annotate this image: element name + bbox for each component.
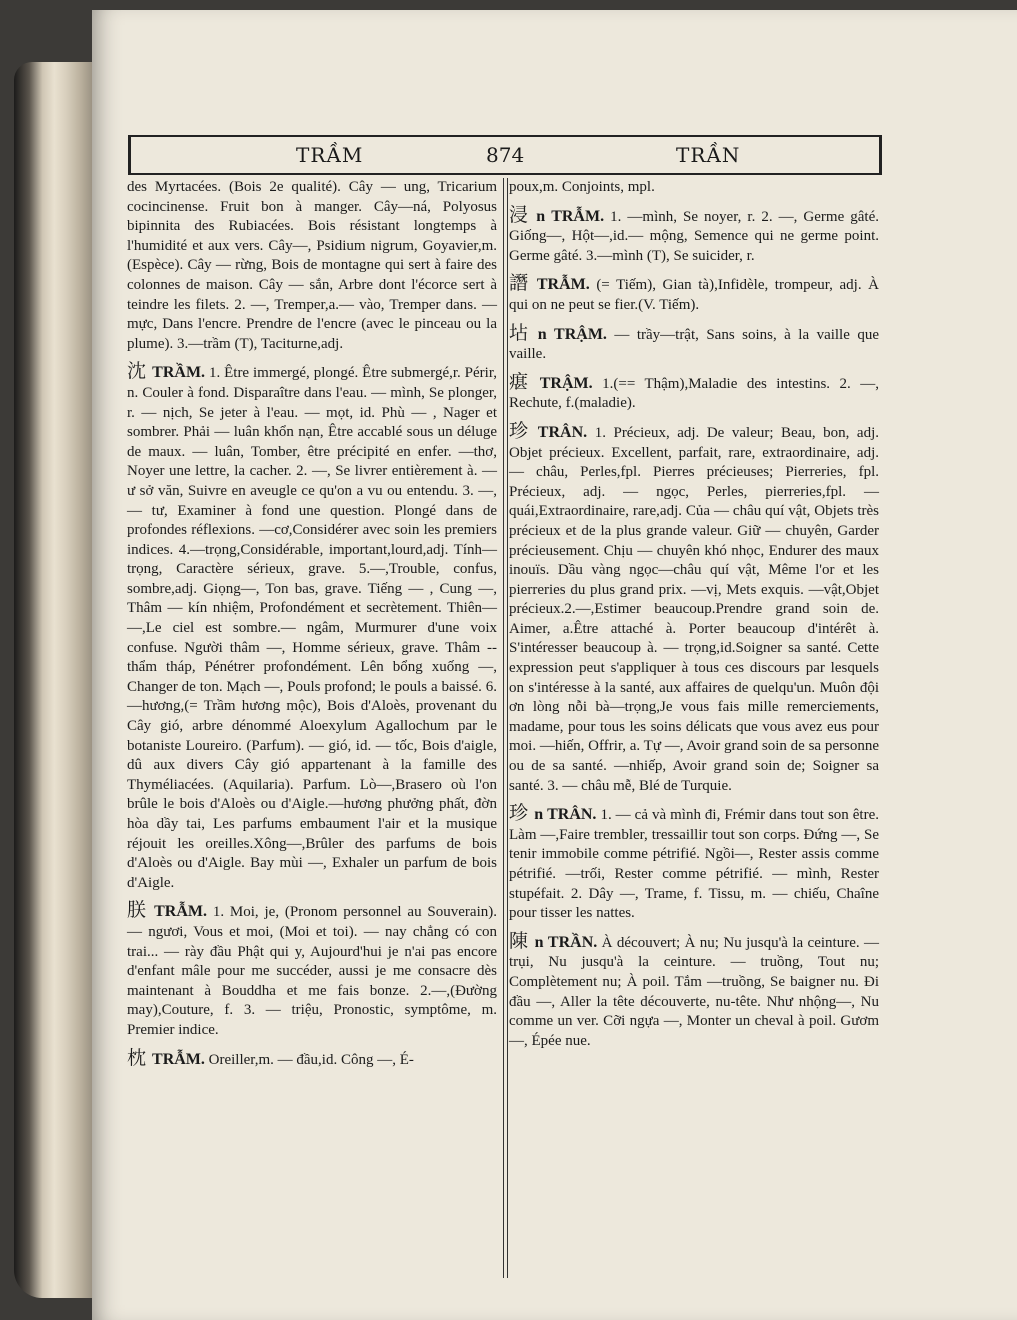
entry-definition: 1. —mình, Se noyer, r. 2. —, Germe gâté. Giống—, Hột—,id.— mộng, Semence qui ne germe point. Germe gâté. 3.—mình (T), Se suicider, r. (509, 208, 879, 264)
entry-definition: 1. Précieux, adj. De valeur; Beau, bon, adj. Objet précieux. Excellent, parfait, rare, extraordinaire, adj. — châu, Perles,fpl. Pierres précieuses; Pierreries, fpl. Précieux, adj. — ngọc, Perles, pierreries,fpl. —quái,Extraordinaire, rare,adj. Của — châu quí vật, Objets très précieux et de la plus grande valeur. Giữ — chuyên, Garder précieusement. Chịu — chuyên khó nhọc, Endurer des maux inouïs. Dầu vàng ngọc—châu quí vật, Même l'or et les pierreries du plus grand prix. —vị, Mets exquis. —vật,Objet précieux.2.—,Estimer beaucoup.Prendre grand soin de. Aimer, a.Être attaché à. Porter beaucoup d'intérêt à. S'intéresser beaucoup à. — trọng,id.Soigner sa santé. Cette expression peut s'appliquer à tous ces discours par lesquels on s'intéresse à la santé, aux affaires de quelqu'un. Muôn đội ơn lòng nỗi bà—trọng,Je vous fais mille remerciements, madame, pour tous les soins délicats que vous avez eus pour moi. —hiến, Offrir, a. Tự —, Avoir grand soin de sa personne ou de sa santé. —nhiếp, Avoir grand soin de; Soigner sa santé. 3. — châu mễ, Blé de Turquie. (509, 424, 880, 794)
dictionary-entry (509, 370, 879, 414)
book-page-edges (14, 62, 98, 1298)
dictionary-entry (509, 804, 879, 924)
dictionary-entry (127, 901, 497, 1040)
entry-continuation: poux,m. Conjoints, mpl. (509, 179, 655, 195)
column-divider (503, 178, 504, 1278)
header-left-word: TRẦM (296, 143, 364, 167)
header-right-word: TRẦN (676, 143, 741, 167)
column-divider-inner (507, 178, 508, 1278)
headword: TRẪM. (152, 1050, 205, 1068)
page-number: 874 (486, 143, 525, 167)
chinese-character: 浸 (509, 203, 531, 226)
entry-definition: 1.(== Thậm),Maladie des intestins. 2. —, Rechute, f.(maladie). (509, 375, 879, 412)
chinese-character: 珍 (509, 802, 529, 825)
headword: TRẪM. (154, 903, 207, 921)
dictionary-entry (127, 362, 497, 893)
chinese-character: 沈 (127, 360, 147, 383)
right-column (509, 178, 879, 1059)
headword: n TRẬM. (537, 325, 607, 343)
chinese-character: 瘎 (509, 370, 534, 393)
dictionary-entry (509, 321, 879, 365)
headword: n TRÂN. (534, 806, 597, 824)
dictionary-entry (509, 274, 879, 315)
chinese-character: 朕 (127, 899, 149, 922)
dictionary-entry (509, 929, 880, 1052)
chinese-character: 枕 (127, 1046, 147, 1069)
headword: TRẦM. (152, 364, 206, 382)
chinese-character: 陳 (509, 929, 529, 952)
headword: TRÂN. (537, 423, 588, 441)
entry-definition: — trầy—trật, Sans soins, à la vaille que vaille. (509, 326, 879, 363)
headword: n TRẪM. (536, 207, 605, 225)
dictionary-entry (509, 203, 879, 267)
headword: TRẪM. (536, 276, 590, 294)
chinese-character: 坫 (509, 321, 532, 344)
entry-definition: 1. Moi, je, (Pronom personnel au Souverain). — ngươi, Vous et moi, (Moi et toi). — nay chẳng có con trai... — rày đầu Phật qui y, Aujourd'hui je n'ai pas encore d'enfant mâle pour me succéder, aussi je me consacre dès maintenant à Bouddha et me fais bonze. 2.—,(Đường may),Couture, f. 3. — triệu, Pronostic, symptôme, m. Premier indice. (127, 904, 497, 1038)
entry-definition: À découvert; À nu; Nu jusqu'à la ceinture. —trụi, Nu jusqu'à la ceinture. — truồng, Tout nu; Complètement nu; À poil. Tắm —truồng, Se baigner nu. Đi đầu —, Aller la tête découverte, nu-tête. Như nhộng—, Nu comme un ver. Cỡi ngựa —, Monter un cheval à poil. Gươm —, Épée nue. (509, 934, 880, 1049)
headword: TRẬM. (539, 374, 593, 392)
entry-definition: (= Tiếm), Gian tà),Infidèle, trompeur, adj. À qui on ne peut se fier.(V. Tiếm). (509, 277, 879, 313)
chinese-character: 珍 (509, 419, 532, 442)
dictionary-entry (509, 419, 880, 796)
chinese-character: 譖 (509, 272, 531, 295)
entry-continuation: des Myrtacées. (Bois 2e qualité). Cây — ung, Tricarium cocincinense. Fruit bon à manger. Cây—ná, Polyosus bipinnita des Rubiacées. Bois résistant longtemps à l'humidité et aux vers. Cây—, Psidium nigrum, Goyavier,m. (Espèce). Cây — rừng, Bois de montagne qui sert à faire des colonnes de maison. Cây — sắn, Arbre dont l'écorce sert à teindre les filets. 2. —, Tremper,a.— vào, Tremper dans. — mực, Dans l'encre. Prendre de l'encre (avec le pinceau ou la plume). 3.—trầm (T), Taciturne,adj. (127, 179, 497, 352)
entry-definition: 1. — cả và mình đi, Frémir dans tout son être. Làm —,Faire trembler, tressaillir tout son corps. Đứng —, Se tenir immobile comme pétrifié. Ngồi—, Rester assis comme pétrifié. —trối, Rester comme pétrifié. — mình, Rester stupéfait. 2. Dây —, Trame, f. Tissu, m. — chiếu, Chaîne pour tisser les nattes. (509, 807, 880, 922)
dictionary-entry (127, 1046, 497, 1071)
running-header (128, 135, 882, 175)
left-column (127, 178, 497, 1078)
entry-definition: Oreiller,m. — đầu,id. Công —, É- (208, 1051, 414, 1068)
headword: n TRẦN. (534, 933, 598, 951)
entry-definition: 1. Être immergé, plongé. Être submergé,r. Périr, n. Couler à fond. Disparaître dans l'eau. — mình, Se plonger, r. — nịch, Se jeter à l'eau. — mọt, id. Phù — , Nager et sombrer. Phải — luân khổn nạn, Être accablé sous un déluge de maux. — luân, Tomber, être précipité en enfer. —thơ, Noyer une lettre, la cacher. 2. —, Se livrer entièrement à. — ư sở văn, Suivre en aveugle ce qu'on a vu ou entendu. 3. —, — tư, Examiner à fond une question. Plongé dans de profondes réflexions. —cơ,Considérer avec soin les premiers indices. 4.—trọng,Considérable, important,lourd,adj. Tính—trọng, Caractère sérieux, grave. 5.—,Trouble, confus, sombre,adj. Giọng—, Ton bas, grave. Tiếng — , Cung —, Thâm — kín nhiệm, Profondément et secrètement. Thiên— —,Le ciel est sombre.— ngâm, Murmurer d'une voix confuse. Người thâm —, Homme sérieux, grave. Thâm -- thẩm tháp, Pénétrer profondément. Lên bổng xuống —, Changer de ton. Mạch —, Pouls profond; le pouls a baissé. 6. —hương,(= Trầm hương mộc), Bois d'Aloès, provenant du Cây gió, arbre dénommé Aloexylum Agallochum par le botaniste Loureiro. (Parfum). — gió, id. — tốc, Bois d'aigle, dû aux divers Cây gió appartenant à la famille des Thyméliacées. (Aquilaria). Parfum. Lò—,Brasero où l'on brûle le bois d'Aloès ou d'Aigle.—hương phưởng phất, đờn hòa dầy tai, Les parfums embaument l'air et la musique réjouit les oreilles.Xông—,Brûler des parfums de bois d'Aloès ou d'Aigle. Bay mùi —, Exhaler un parfum de bois d'Aigle. (127, 365, 497, 891)
